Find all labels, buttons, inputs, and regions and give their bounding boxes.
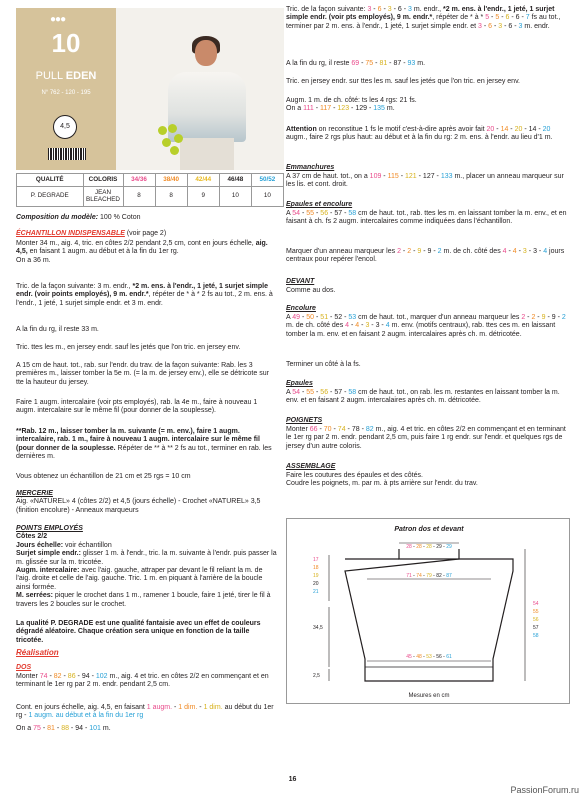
total-height-size-5: 58: [533, 633, 539, 639]
encolure-heading: Encolure: [286, 305, 316, 312]
armhole-size-3: 19: [313, 573, 319, 579]
mercerie-text: Aig. «NATUREL» 4 (côtes 2/2) et 4,5 (jours échelle) - Crochet «NATUREL» 3,5 (finition encolure) - Anneaux marqueurs: [16, 498, 261, 514]
echantillon-p6: Faire 1 augm. intercalaire (voir pts employés), rab. la 4e m., faire à nouveau 1 augm. intercalaire sur le même fil (pour donner de la souplesse).: [16, 399, 258, 415]
total-height-size-3: 56: [533, 617, 539, 623]
dos-heading: DOS: [16, 664, 32, 671]
echantillon-p3: A la fin du rg, il reste 33 m.: [16, 326, 99, 333]
poignets-heading: POIGNETS: [286, 417, 323, 424]
poignets-text: Monter 66 - 70 - 74 - 78 - 82 m., aig. 4 et tric. en côtes 2/2 en commençant et en terminant le 1er rg par 2 m. endr. pendant 2,5 cm, puis faire 1 rg endr. sur l'endr. et quelques rgs de jersey d'un autre coloris.: [286, 426, 566, 450]
table-cell: 9: [187, 186, 219, 206]
total-height-size-1: 54: [533, 601, 539, 607]
epaules-marker-text: Marquer d'un anneau marqueur les 2 - 2 - 9 - 9 - 2 m. de ch. côté des 4 - 4 - 3 - 3 - 4 jours centraux pour repérer l'encol.: [286, 248, 565, 264]
right-p2: A la fin du rg, il reste 69 - 75 - 81 - 87 - 93 m.: [286, 60, 426, 67]
epaules2-heading: Epaules: [286, 380, 313, 387]
jours-item: Jours échelle: voir échantillon: [16, 541, 112, 549]
table-cell: 8: [155, 186, 187, 206]
header-cell: QUALITÉ: [17, 174, 84, 187]
model-photo: [146, 14, 266, 170]
epaules2-text: A 54 - 55 - 56 - 57 - 58 cm de haut. tot., on rab. les m. restantes en laissant tomber la m. env. et en faisant 2 augm. intercalaires après ch. m. détricotée.: [286, 389, 560, 405]
hero-title-block: [16, 8, 116, 170]
armhole-size-1: 17: [313, 557, 319, 563]
body-width-label: 71 - 74 - 79 - 82 - 87: [406, 573, 452, 579]
pattern-number: 10: [51, 28, 81, 58]
header-cell: 34/36: [123, 174, 155, 187]
emmanchures-heading: Emmanchures: [286, 164, 335, 171]
assemblage-heading: ASSEMBLAGE: [286, 463, 336, 470]
table-cell: 10: [219, 186, 251, 206]
pattern-reference: N° 762 - 120 - 195: [41, 90, 91, 96]
right-p4: Augm. 1 m. de ch. côté: ts les 4 rgs: 21 fs. On a 111 - 117 - 123 - 129 - 135 m.: [286, 97, 417, 113]
diagram-units: Mesures en cm: [408, 693, 450, 699]
pattern-name: PULL EDEN: [35, 70, 97, 82]
neck-width-label: 28 - 28 - 28 - 29 - 29: [406, 544, 452, 550]
table-cell: 8: [123, 186, 155, 206]
dos-p3: On a 75 - 81 - 88 - 94 - 101 m.: [16, 725, 111, 732]
pattern-diagram-svg: [287, 519, 571, 705]
right-p3: Tric. en jersey endr. sur ttes les m. sauf les jetés que l'on tric. en jersey env.: [286, 78, 520, 85]
points-section: [16, 525, 278, 609]
surjet-item: Surjet simple endr.: glisser 1 m. à l'endr., tric. la m. suivante à l'endr. puis passer la m. glissée sur la m. tricotée.: [16, 550, 277, 566]
echantillon-p5: A 15 cm de haut. tot., rab. sur l'endr. du trav. de la façon suivante: Rab. les 3 premières m., laisser tomber la 5e m. (= la m. de jersey env.), elle se détricote sur tte la hauteur du jersey.: [16, 362, 269, 386]
epaules-encolure-heading: Epaules et encolure: [286, 201, 353, 208]
composition-label: Composition du modèle:: [16, 214, 99, 221]
pattern-diagram: [286, 518, 570, 704]
table-cell: JEAN BLEACHED: [83, 186, 123, 206]
composition-value: 100 % Coton: [98, 214, 141, 221]
dos-p2: Cont. en jours échelle, aig. 4,5, en faisant 1 augm. - 1 dim. - 1 dim. au début du 1er rg - 1 augm. au début et à la fin du 1er rg: [16, 704, 274, 720]
echantillon-note: (voir page 2): [124, 230, 167, 237]
rib-height-label: 2,5: [313, 673, 320, 679]
header-cell: 50/52: [251, 174, 283, 187]
armhole-size-4: 20: [313, 581, 319, 587]
needle-size-icon: 4,5: [53, 115, 77, 139]
table-cell: 10: [251, 186, 283, 206]
echantillon-p4: Tric. ttes les m., en jersey endr. sauf les jetés que l'on tric. en jersey env.: [16, 344, 241, 351]
augm-item: Augm. intercalaire: avec l'aig. gauche, attraper par devant le fil reliant la m. de l'aig. droite et celle de l'aig. gauche. Tric. 1 m. en piquant à l'arrière de la boucle ainsi formée.: [16, 566, 263, 591]
header-cell: COLORIS: [83, 174, 123, 187]
header-cell: 38/40: [155, 174, 187, 187]
page-number: 16: [288, 776, 297, 783]
barcode-icon: [48, 148, 86, 160]
composition: [16, 214, 278, 222]
body-height-label: 34,5: [313, 625, 323, 631]
flower-illustration: [156, 124, 186, 158]
sizes-table-header: [17, 174, 284, 187]
hero-panel: [16, 8, 284, 170]
serres-item: M. serrées: piquer le crochet dans 1 m., ramener 1 boucle, faire 1 jeté, tirer le fil à travers les 2 boucles sur le crochet.: [16, 592, 271, 608]
encolure-finish: Terminer un côté à la fs.: [286, 361, 361, 368]
mercerie-heading: MERCERIE: [16, 490, 53, 497]
table-cell: P. DEGRADE: [17, 186, 84, 206]
echantillon-p8: Vous obtenez un échantillon de 21 cm et 25 rgs = 10 cm: [16, 473, 191, 480]
assemblage-text: Faire les coutures des épaules et des côtés. Coudre les poignets, m. par m. à pts arrière sur l'endr. du trav.: [286, 472, 478, 488]
head-illustration: [195, 40, 217, 66]
armhole-size-2: 18: [313, 565, 319, 571]
total-height-size-2: 55: [533, 609, 539, 615]
epaules-text: A 54 - 55 - 56 - 57 - 58 cm de haut. tot., rab. ttes les m. en laissant tomber la m. env., et en faisant à ch. fs 2 augm. intercalaires comme indiquées dans l'échantillon.: [286, 210, 567, 226]
echantillon-p2: Tric. de la façon suivante: 3 m. endr., *2 m. ens. à l'endr., 1 jeté, 1 surjet simple endr. (voir points employés), 9 m. endr.*, répéter de * à * 2 fs au tot., 2 m. ens. à l'endr., 1 jeté, 1 surjet simple endr. et 3 m. endr.: [16, 283, 273, 307]
emmanchures-text: A 37 cm de haut. tot., on a 109 - 115 - 121 - 127 - 133 m., placer un anneau marqueur sur les lis. et cont. droit.: [286, 173, 564, 189]
table-row: [17, 186, 284, 206]
devant-text: Comme au dos.: [286, 287, 336, 294]
header-cell: 46/48: [219, 174, 251, 187]
diagram-title: Patron dos et devant: [394, 526, 464, 533]
header-cell: 42/44: [187, 174, 219, 187]
devant-heading: DEVANT: [286, 278, 315, 285]
right-p5: Attention on reconstitue 1 fs le motif c'est-à-dire après avoir fait 20 - 14 - 20 - 14 - 20 augm., faire 2 rgs plus haut: au début et à la fin du rg: 2 m. ens. à l'endr. au lieu d'1 m.: [286, 126, 553, 142]
echantillon-p7: **Rab. 12 m., laisser tomber la m. suivante (= m. env.), faire 1 augm. intercalaire, rab. 1 m., faire à nouveau 1 augm. intercalaire sur le même fil (pour donner de la souplesse. Répéter de ** à ** 2 fs au tot., terminer en rab. les dernières m.: [16, 428, 272, 461]
pants-illustration: [180, 138, 234, 170]
realisation-heading: Réalisation: [16, 648, 59, 657]
neckline-shape: [399, 549, 459, 559]
echantillon-heading: ÉCHANTILLON INDISPENSABLE: [16, 230, 125, 237]
echantillon-p1: Monter 34 m., aig. 4, tric. en côtes 2/2 pendant 2,5 cm, cont en jours échelle, aig. 4,5, en faisant 1 augm. au début et à la fin du 1er rg. On a 36 m.: [16, 240, 268, 264]
total-height-size-4: 57: [533, 625, 539, 631]
right-p1: Tric. de la façon suivante: 3 - 6 - 3 - 6 - 3 m. endr., *2 m. ens. à l'endr., 1 jeté, 1 surjet simple endr. (voir pts employés), 9 m. endr.*, répéter de * à * 5 - 5 - 6 - 6 - 7 fs au tot., terminer par 2 m. ens. à l'endr., 1 jeté, 1 surjet simple endr. et 3 - 6 - 3 - 6 - 3 m. endr.: [286, 6, 561, 30]
watermark: PassionForum.ru: [510, 785, 579, 795]
cotes-heading: Côtes 2/2: [16, 533, 48, 541]
hem-width-label: 45 - 48 - 53 - 56 - 61: [406, 654, 452, 660]
quality-note: La qualité P. DEGRADE est une qualité fantaisie avec un effet de couleurs dégradé aléatoire. Chaque création sera unique en fonction de la taille tricotée.: [16, 620, 261, 644]
points-heading: POINTS EMPLOYÉS: [16, 525, 83, 532]
encolure-text: A 49 - 50 - 51 - 52 - 53 cm de haut. tot., marquer d'un anneau marqueur les 2 - 2 - 9 - 9 - 2 m. de ch. côté des 4 - 4 - 3 - 3 - 4 m. env. (motifs centraux), rab. ttes ces m. en laissant tomber la m. env. et en faisant 2 augm. intercalaires après ch. m. détricotée.: [286, 314, 566, 338]
dos-p1: Monter 74 - 82 - 86 - 94 - 102 m., aig. 4 et tric. en côtes 2/2 en commençant et en terminant le 1er rg par 2 m. endr. pendant 2,5 cm.: [16, 673, 269, 689]
mercerie-section: [16, 490, 278, 515]
armhole-size-5: 21: [313, 589, 319, 595]
sizes-table: [16, 173, 284, 207]
echantillon-title: [16, 230, 278, 238]
difficulty-dots: ●●●: [50, 14, 66, 25]
